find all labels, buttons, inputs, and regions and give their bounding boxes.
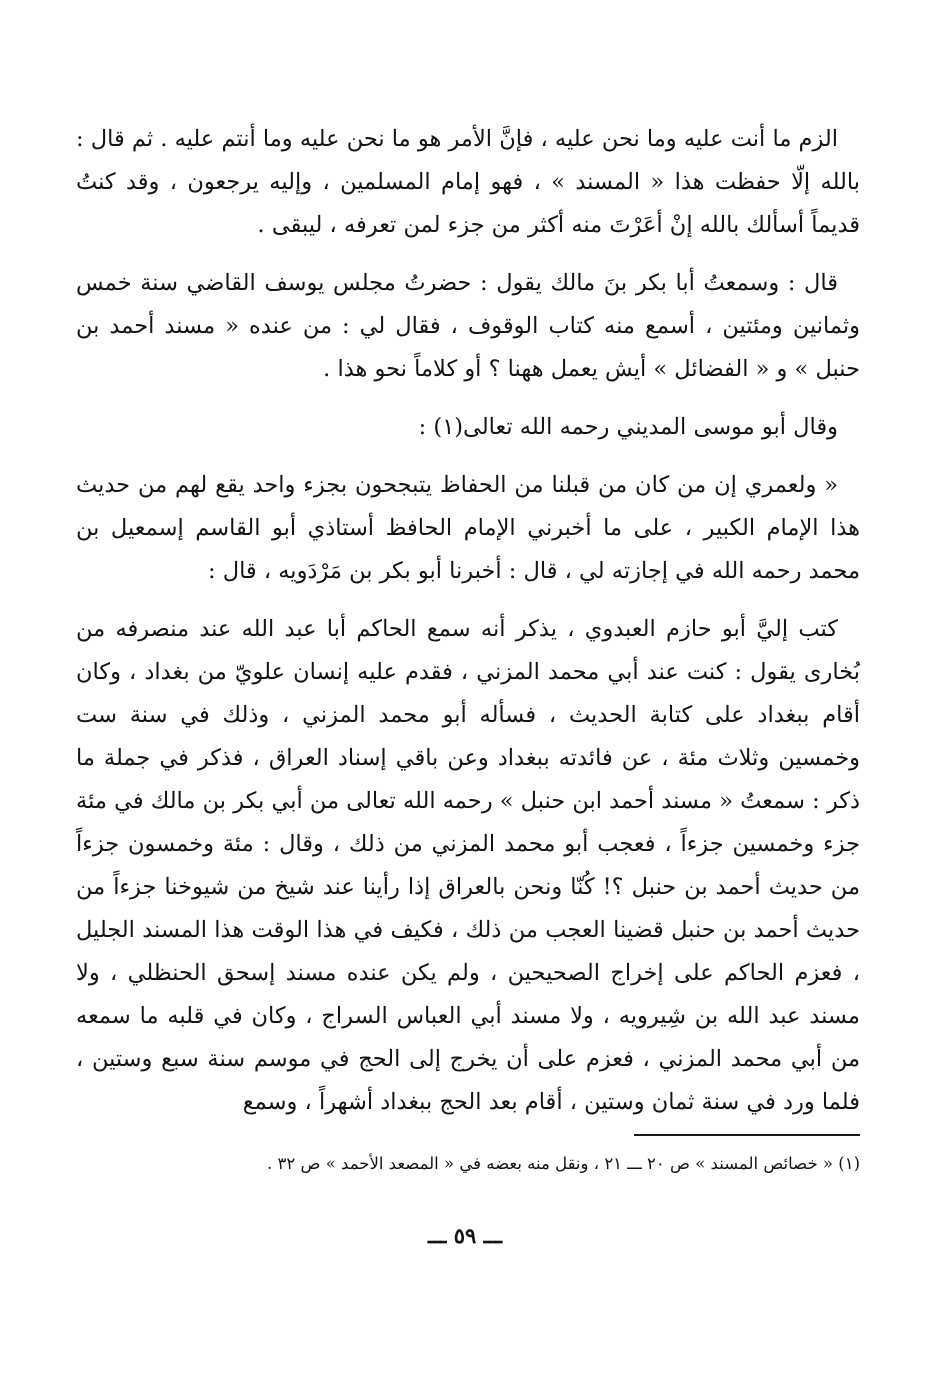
paragraph-5: كتب إليَّ أبو حازم العبدوي ، يذكر أنه سمع الحاكم أبا عبد الله عند منصرفه من بُخارى يقول : كنت عند أبي محمد المزني ، فقدم عليه إنسان علويّ من بغداد ، وكان أقام ببغداد على كتابة الحديث ، فسأله أبو محمد المزني ، وذلك في سنة ست وخمسين وثلاث مئة ، عن فائدته ببغداد وعن باقي إسناد العراق ، فذكر في جملة ما ذكر : سمعتُ « مسند أحمد ابن حنبل » رحمه الله تعالى من أبي بكر بن مالك في مئة جزء وخمسين جزءاً ، فعجب أبو محمد المزني من ذلك ، وقال : مئة وخمسون جزءاً من حديث أحمد بن حنبل ؟! كُنّا ونحن بالعراق إذا رأينا عند شيخ من شيوخنا جزءاً من حديث أحمد بن حنبل قضينا العجب من ذلك ، فكيف في هذا الوقت هذا المسند الجليل ، فعزم الحاكم على إخراج الصحيحين ، ولم يكن عنده مسند إسحق الحنظلي ، ولا مسند عبد الله بن شِيرويه ، ولا مسند أبي العباس السراج ، وكان في قلبه ما سمعه من أبي محمد المزني ، فعزم على أن يخرج إلى الحج في موسم سنة سبع وستين ، فلما ورد في سنة ثمان وستين ، أقام بعد الحج ببغداد أشهراً ، وسمع	[76, 616, 860, 1115]
paragraph-4-quote: « ولعمري إن من كان من قبلنا من الحفاظ يتبجحون بجزء واحد يقع لهم من حديث هذا الإمام الكبير ، على ما أخبرني الإمام الحافظ أستاذي أبو القاسم إسمعيل بن محمد رحمه الله في إجازته لي ، قال : أخبرنا أبو بكر بن مَرْدَويه ، قال :	[76, 472, 860, 584]
paragraph-1: الزم ما أنت عليه وما نحن عليه ، فإنَّ الأمر هو ما نحن عليه وما أنتم عليه . ثم قال : بالله إلّا حفظت هذا « المسند » ، فهو إمام المسلمين ، وإليه يرجعون ، وقد كنتُ قديماً أسألك بالله إنْ أعَرْتَ منه أكثر من جزء لمن تعرفه ، ليبقى .	[76, 126, 860, 238]
paragraph-3: وقال أبو موسى المديني رحمه الله تعالى(١) :	[418, 414, 838, 440]
page-number: ـــ ٥٩ ـــ	[427, 1223, 503, 1248]
footnote: (١) « خصائص المسند » ص ٢٠ ـــ ٢١ ، ونقل منه بعضه في « المصعد الأحمد » ص ٣٢ .	[267, 1154, 860, 1173]
footnote-divider	[634, 1134, 860, 1136]
paragraph-2: قال : وسمعتُ أبا بكر بنَ مالك يقول : حضرتُ مجلس يوسف القاضي سنة خمس وثمانين ومئتين ، أسمع منه كتاب الوقوف ، فقال لي : من عنده « مسند أحمد بن حنبل » و « الفضائل » أيش يعمل ههنا ؟ أو كلاماً نحو هذا .	[76, 270, 860, 382]
main-text	[76, 118, 860, 1139]
